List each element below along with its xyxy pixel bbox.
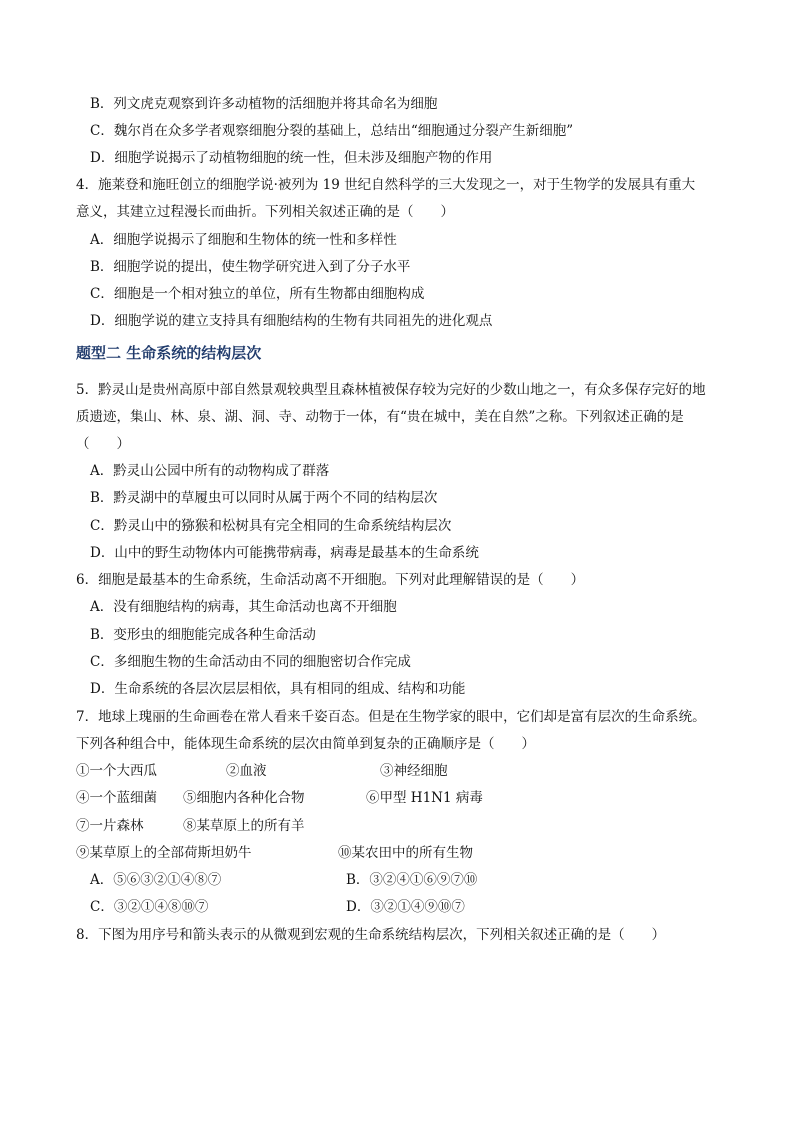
q4-option-a: A．细胞学说揭示了细胞和生物体的统一性和多样性 [90,232,397,248]
q5-stem-line1: 5．黔灵山是贵州高原中部自然景观较典型且森林植被保存较为完好的少数山地之一，有众多保存完好的地 [76,382,706,398]
q7-item-10: ⑩某农田中的所有生物 [338,845,473,861]
q5-stem-line3: （ ） [76,436,130,452]
q3-option-d: D．细胞学说揭示了动植物细胞的统一性，但未涉及细胞产物的作用 [90,150,493,166]
q4-option-c: C．细胞是一个相对独立的单位，所有生物都由细胞构成 [90,286,425,302]
q5-option-d: D．山中的野生动物体内可能携带病毒，病毒是最基本的生命系统 [90,545,479,561]
q7-item-4: ④一个蓝细菌 [76,790,157,806]
section-heading: 题型二 生命系统的结构层次 [76,344,262,362]
q7-item-5: ⑤细胞内各种化合物 [183,790,305,806]
q6-option-c: C．多细胞生物的生命活动由不同的细胞密切合作完成 [90,654,411,670]
q5-stem-line2: 质遗迹，集山、林、泉、湖、洞、寺、动物于一体，有“贵在城中，美在自然”之称。下列叙述正确的是 [76,409,684,425]
q7-item-6: ⑥甲型 H1N1 病毒 [366,790,483,806]
q5-option-b: B．黔灵湖中的草履虫可以同时从属于两个不同的结构层次 [90,490,438,506]
q7-stem-line1: 7．地球上瑰丽的生命画卷在常人看来千姿百态。但是在生物学家的眼中，它们却是富有层次的生命系统。 [76,709,706,725]
q5-option-a: A．黔灵山公园中所有的动物构成了群落 [90,463,330,479]
q4-option-b: B．细胞学说的提出，使生物学研究进入到了分子水平 [90,259,411,275]
q7-item-1: ①一个大西瓜 [76,763,157,779]
q6-option-a: A．没有细胞结构的病毒，其生命活动也离不开细胞 [90,599,397,615]
q7-item-3: ③神经细胞 [380,763,448,779]
q7-item-7: ⑦一片森林 [76,818,144,834]
q8-stem-line1: 8．下图为用序号和箭头表示的从微观到宏观的生命系统结构层次，下列相关叙述正确的是（ ） [76,927,666,943]
q4-stem-line1: 4．施莱登和施旺创立的细胞学说·被列为 19 世纪自然科学的三大发现之一，对于生物学的发展具有重大 [76,177,696,193]
q7-option-b: B．③②④①⑥⑨⑦⑩ [346,872,478,888]
q7-item-8: ⑧某草原上的所有羊 [183,818,305,834]
q6-option-d: D．生命系统的各层次层层相依，具有相同的组成、结构和功能 [90,681,466,697]
q7-stem-line2: 下列各种组合中，能体现生命系统的层次由简单到复杂的正确顺序是（ ） [76,736,535,752]
q6-stem-line1: 6．细胞是最基本的生命系统，生命活动离不开细胞。下列对此理解错误的是（ ） [76,572,585,588]
q7-option-d: D．③②①④⑨⑩⑦ [346,899,465,915]
q3-option-b: B．列文虎克观察到许多动植物的活细胞并将其命名为细胞 [90,96,438,112]
q5-option-c: C．黔灵山中的猕猴和松树具有完全相同的生命系统结构层次 [90,518,452,534]
q6-option-b: B．变形虫的细胞能完成各种生命活动 [90,627,316,643]
q7-item-2: ②血液 [226,763,267,779]
q4-stem-line2: 意义，其建立过程漫长而曲折。下列相关叙述正确的是（ ） [76,204,454,220]
q3-option-c: C．魏尔肖在众多学者观察细胞分裂的基础上，总结出“细胞通过分裂产生新细胞” [90,123,574,139]
q7-option-a: A．⑤⑥③②①④⑧⑦ [90,872,222,888]
q4-option-d: D．细胞学说的建立支持具有细胞结构的生物有共同祖先的进化观点 [90,313,493,329]
q7-option-c: C．③②①④⑧⑩⑦ [90,899,209,915]
q7-item-9: ⑨某草原上的全部荷斯坦奶牛 [76,845,252,861]
